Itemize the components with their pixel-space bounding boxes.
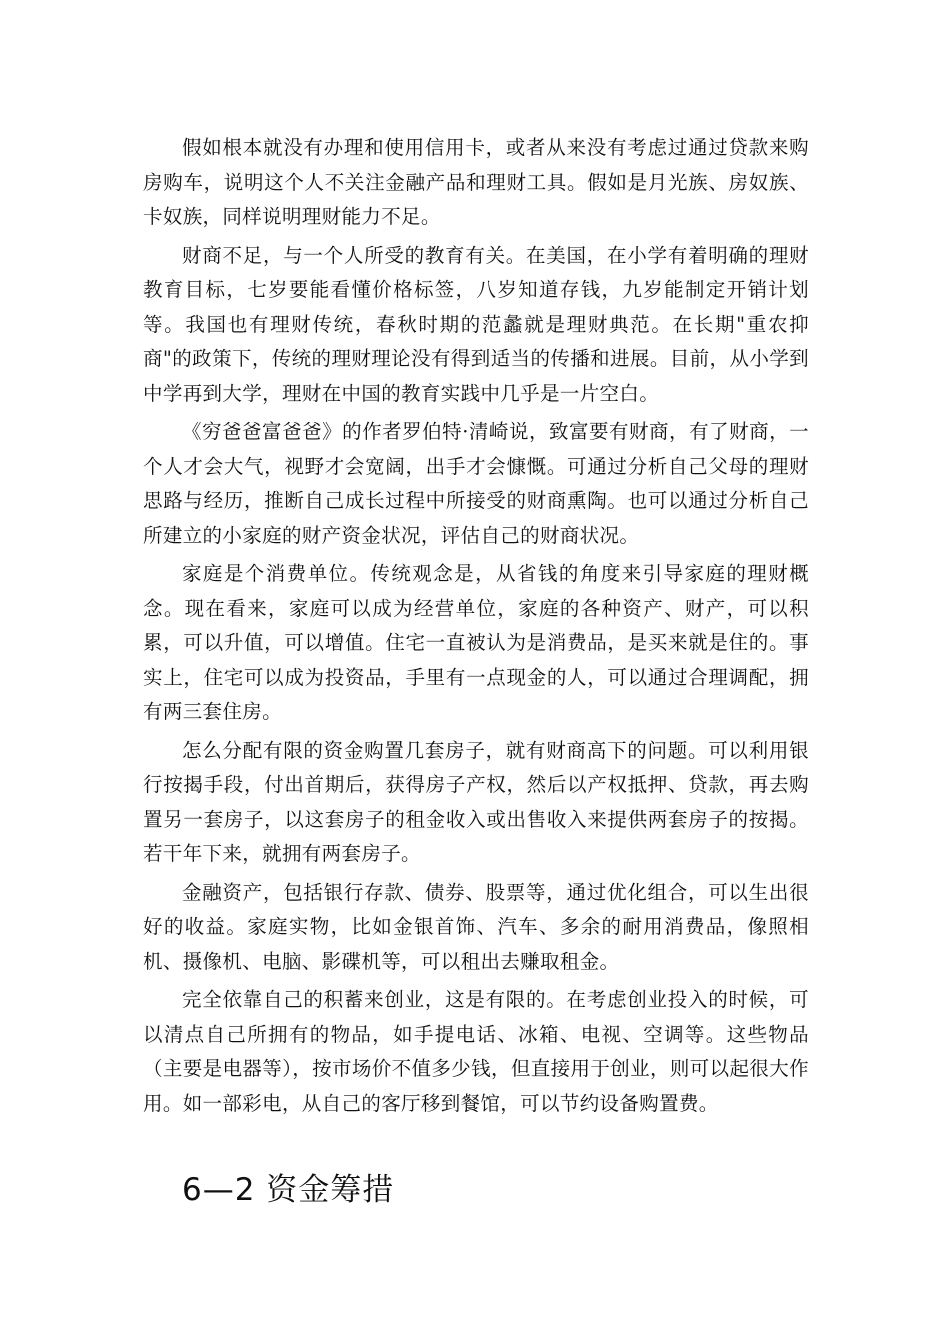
paragraph-financial-assets: 金融资产，包括银行存款、债券、股票等，通过优化组合，可以生出很好的收益。家庭实物，比如金银首饰、汽车、多余的耐用消费品，像照相机、摄像机、电脑、影碟机等，可以租出去赚取租金。 xyxy=(143,880,809,973)
paragraph-mortgage: 怎么分配有限的资金购置几套房子，就有财商高下的问题。可以利用银行按揭手段，付出首期后，获得房子产权，然后以产权抵押、贷款，再去购置另一套房子，以这套房子的租金收入或出售收入来提供两套房子的按揭。若干年下来，就拥有两套房子。 xyxy=(143,738,809,865)
paragraph-household: 家庭是个消费单位。传统观念是，从省钱的角度来引导家庭的理财概念。现在看来，家庭可以成为经营单位，家庭的各种资产、财产，可以积累，可以升值，可以增值。住宅一直被认为是消费品，是买来就是住的。事实上，住宅可以成为投资品，手里有一点现金的人，可以通过合理调配，拥有两三套住房。 xyxy=(143,562,809,723)
section-heading: 6—2 资金筹措 xyxy=(182,1172,395,1208)
body-text xyxy=(143,131,809,1125)
paragraph-credit-card: 假如根本就没有办理和使用信用卡，或者从来没有考虑过通过贷款来购房购车，说明这个人不关注金融产品和理财工具。假如是月光族、房奴族、卡奴族，同样说明理财能力不足。 xyxy=(143,136,809,228)
paragraph-education: 财商不足，与一个人所受的教育有关。在美国，在小学有着明确的理财教育目标，七岁要能看懂价格标签，八岁知道存钱，九岁能制定开销计划等。我国也有理财传统，春秋时期的范蠡就是理财典范。在长期"重农抑商"的政策下，传统的理财理论没有得到适当的传播和进展。目前，从小学到中学再到大学，理财在中国的教育实践中几乎是一片空白。 xyxy=(143,243,809,405)
paragraph-rich-dad: 《穷爸爸富爸爸》的作者罗伯特·清崎说，致富要有财商，有了财商，一个人才会大气，视野才会宽阔，出手才会慷慨。可通过分析自己父母的理财思路与经历，推断自己成长过程中所接受的财商熏陶。也可以通过分析自己所建立的小家庭的财产资金状况，评估自己的财商状况。 xyxy=(143,420,809,547)
paragraph-startup-savings: 完全依靠自己的积蓄来创业，这是有限的。在考虑创业投入的时候，可以清点自己所拥有的物品，如手提电话、冰箱、电视、空调等。这些物品（主要是电器等），按市场价不值多少钱，但直接用于创业，则可以起很大作用。如一部彩电，从自己的客厅移到餐馆，可以节约设备购置费。 xyxy=(143,988,809,1115)
